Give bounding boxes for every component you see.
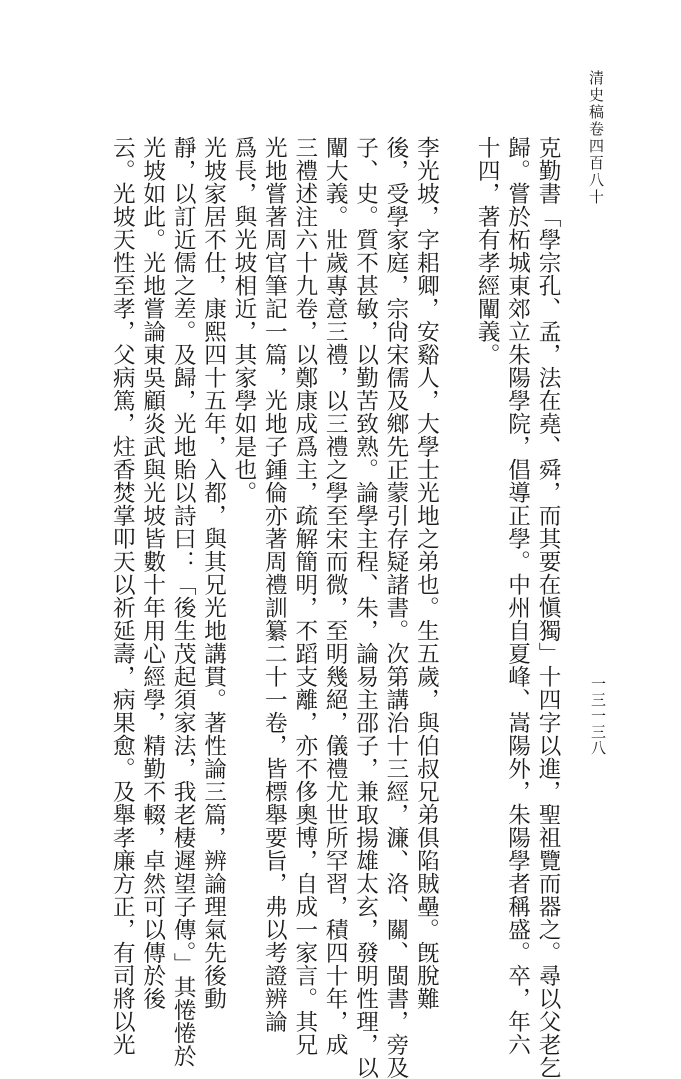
text-column: 闡大義。壯歲專意三禮，以三禮之學至宋而微，至明幾絕，儀禮尤世所罕習，積四十年，成 [322, 136, 349, 1056]
text-column: 光地嘗著周官筆記一篇，光地子鍾倫亦著周禮訓纂二十一卷，皆標舉要旨，弗以考證辨論 [261, 136, 288, 1033]
text-column: 云。光坡天性至孝，父病篤，炷香焚掌叩天以祈延壽，病果愈。及舉孝廉方正，有司將以光 [109, 136, 136, 1056]
text-column: 光坡家居不仕，康熙四十五年，入都，與其兄光地講貫。著性論三篇，辨論理氣先後動 [200, 136, 227, 1010]
text-column: 李光坡，字耜卿，安谿人，大學士光地之弟也。生五歲，與伯叔兄弟俱陷賊壘。旣脫難 [413, 136, 440, 1010]
vertical-text-body [107, 136, 563, 1079]
text-column: 子、史。質不甚敏，以勤苦致熟。論學主程、朱，論易主邵子，兼取揚雄太玄，發明性理，以 [352, 136, 379, 1079]
text-column: 三禮述注六十九卷，以鄭康成爲主，疏解簡明，不蹈支離，亦不侈奧博，自成一家言。其兄 [291, 136, 318, 1056]
text-column: 光坡如此。光地嘗論東吳顧炎武與光坡皆數十年用心經學，精勤不輟，卓然可以傳於後 [139, 136, 166, 1010]
page-number: 一三一三八 [589, 676, 607, 756]
text-column: 歸。嘗於柘城東郊立朱陽學院，倡導正學。中州自夏峰、嵩陽外，朱陽學者稱盛。卒，年六 [504, 136, 531, 1056]
text-column: 爲長，與光坡相近，其家學如是也。 [230, 136, 257, 504]
running-header-title: 清史稿卷四百八十 [587, 70, 605, 206]
text-column: 後，受學家庭，宗尙宋儒及鄉先正蒙引存疑諸書。次第講治十三經，濂、洛、關、閩書，旁及 [382, 136, 409, 1079]
text-column: 克勤書「學宗孔、孟，法在堯、舜，而其要在愼獨」十四字以進，聖祖覽而器之。尋以父老乞 [535, 136, 561, 1079]
text-column: 靜，以訂近儒之差。及歸，光地貽以詩曰：「後生茂起須家法，我老棲遲望子傳。」其惓惓於 [170, 136, 197, 1068]
text-column: 十四，著有孝經闡義。 [474, 136, 501, 366]
